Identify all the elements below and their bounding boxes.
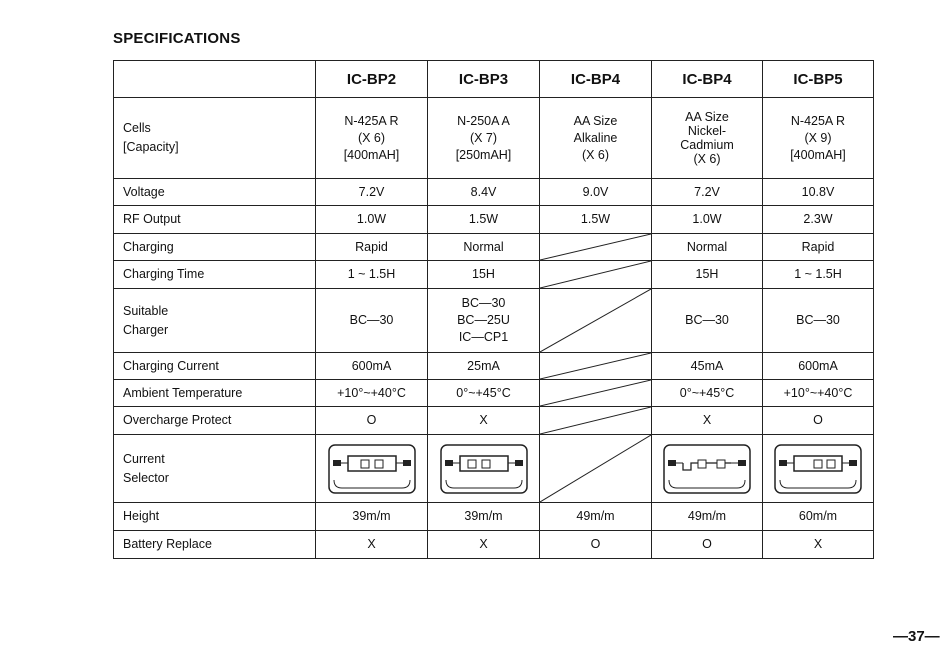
not-applicable-cell — [540, 435, 652, 503]
diagonal-slash — [540, 261, 651, 288]
cells-value: N-250A A (X 7) [250mAH] — [428, 98, 540, 179]
diagonal-slash — [540, 407, 651, 434]
not-applicable-cell — [540, 289, 652, 353]
not-applicable-cell — [540, 353, 652, 380]
row-label: Battery Replace — [114, 531, 316, 559]
current-selector-cell — [316, 435, 428, 503]
cells-value: N-425A R (X 6) [400mAH] — [316, 98, 428, 179]
voltage-value: 9.0V — [540, 179, 652, 206]
charging-value: Normal — [428, 234, 540, 261]
diagonal-slash — [540, 435, 651, 502]
charging-time-value: 15H — [428, 261, 540, 289]
charging-time-value: 1 ~ 1.5H — [316, 261, 428, 289]
charging-value: Normal — [652, 234, 763, 261]
height-value: 39m/m — [428, 503, 540, 531]
header-row — [114, 61, 874, 98]
table-row — [114, 98, 874, 179]
battery-replace-value: O — [540, 531, 652, 559]
not-applicable-cell — [540, 407, 652, 435]
model-header: IC-BP2 — [316, 61, 428, 98]
charging-current-value: 25mA — [428, 353, 540, 380]
voltage-value: 7.2V — [652, 179, 763, 206]
table-row — [114, 234, 874, 261]
charger-value: BC—30 BC—25U IC—CP1 — [428, 289, 540, 353]
model-header: IC-BP4 — [652, 61, 763, 98]
overcharge-value: O — [763, 407, 874, 435]
table-row — [114, 261, 874, 289]
rf-output-value: 1.5W — [540, 206, 652, 234]
charging-value: Rapid — [316, 234, 428, 261]
row-label: Ambient Temperature — [114, 380, 316, 407]
battery-replace-value: O — [652, 531, 763, 559]
battery-replace-value: X — [763, 531, 874, 559]
cells-value: AA Size Alkaline (X 6) — [540, 98, 652, 179]
charging-current-value: 45mA — [652, 353, 763, 380]
table-row — [114, 531, 874, 559]
table-row — [114, 435, 874, 503]
temperature-value: +10°~+40°C — [316, 380, 428, 407]
diagonal-slash — [540, 289, 651, 352]
temperature-value: 0°~+45°C — [652, 380, 763, 407]
model-header: IC-BP3 — [428, 61, 540, 98]
row-label: Cells [Capacity] — [114, 98, 316, 179]
header-blank — [114, 61, 316, 98]
not-applicable-cell — [540, 261, 652, 289]
charging-current-value: 600mA — [763, 353, 874, 380]
table-row — [114, 289, 874, 353]
row-label: Charging Time — [114, 261, 316, 289]
charger-value: BC—30 — [763, 289, 874, 353]
height-value: 39m/m — [316, 503, 428, 531]
table-row — [114, 179, 874, 206]
table-row — [114, 407, 874, 435]
cells-value: AA Size Nickel- Cadmium (X 6) — [652, 98, 763, 179]
row-label: Overcharge Protect — [114, 407, 316, 435]
voltage-value: 10.8V — [763, 179, 874, 206]
temperature-value: +10°~+40°C — [763, 380, 874, 407]
model-header: IC-BP4 — [540, 61, 652, 98]
table-row — [114, 503, 874, 531]
charger-value: BC—30 — [316, 289, 428, 353]
row-label: Charging — [114, 234, 316, 261]
row-label: Current Selector — [114, 435, 316, 503]
diagonal-slash — [540, 234, 651, 260]
voltage-value: 8.4V — [428, 179, 540, 206]
rf-output-value: 1.5W — [428, 206, 540, 234]
row-label: Charging Current — [114, 353, 316, 380]
specifications-table — [113, 60, 874, 559]
height-value: 49m/m — [652, 503, 763, 531]
rf-output-value: 2.3W — [763, 206, 874, 234]
current-selector-icon — [772, 442, 864, 496]
rf-output-value: 1.0W — [652, 206, 763, 234]
row-label: RF Output — [114, 206, 316, 234]
page-title: SPECIFICATIONS — [113, 30, 241, 47]
rf-output-value: 1.0W — [316, 206, 428, 234]
charging-current-value: 600mA — [316, 353, 428, 380]
page-number: —37— — [893, 628, 940, 645]
temperature-value: 0°~+45°C — [428, 380, 540, 407]
battery-replace-value: X — [316, 531, 428, 559]
overcharge-value: X — [428, 407, 540, 435]
current-selector-icon — [438, 442, 530, 496]
row-label: Voltage — [114, 179, 316, 206]
current-selector-cell — [652, 435, 763, 503]
voltage-value: 7.2V — [316, 179, 428, 206]
current-selector-icon — [326, 442, 418, 496]
cells-value: N-425A R (X 9) [400mAH] — [763, 98, 874, 179]
not-applicable-cell — [540, 380, 652, 407]
row-label: Suitable Charger — [114, 289, 316, 353]
current-selector-cell — [763, 435, 874, 503]
charging-time-value: 15H — [652, 261, 763, 289]
diagonal-slash — [540, 353, 651, 379]
row-label: Height — [114, 503, 316, 531]
not-applicable-cell — [540, 234, 652, 261]
table-row — [114, 206, 874, 234]
height-value: 60m/m — [763, 503, 874, 531]
table-row — [114, 353, 874, 380]
diagonal-slash — [540, 380, 651, 406]
height-value: 49m/m — [540, 503, 652, 531]
charging-value: Rapid — [763, 234, 874, 261]
model-header: IC-BP5 — [763, 61, 874, 98]
charger-value: BC—30 — [652, 289, 763, 353]
current-selector-cell — [428, 435, 540, 503]
overcharge-value: O — [316, 407, 428, 435]
battery-replace-value: X — [428, 531, 540, 559]
overcharge-value: X — [652, 407, 763, 435]
current-selector-icon — [661, 442, 753, 496]
table-row — [114, 380, 874, 407]
charging-time-value: 1 ~ 1.5H — [763, 261, 874, 289]
